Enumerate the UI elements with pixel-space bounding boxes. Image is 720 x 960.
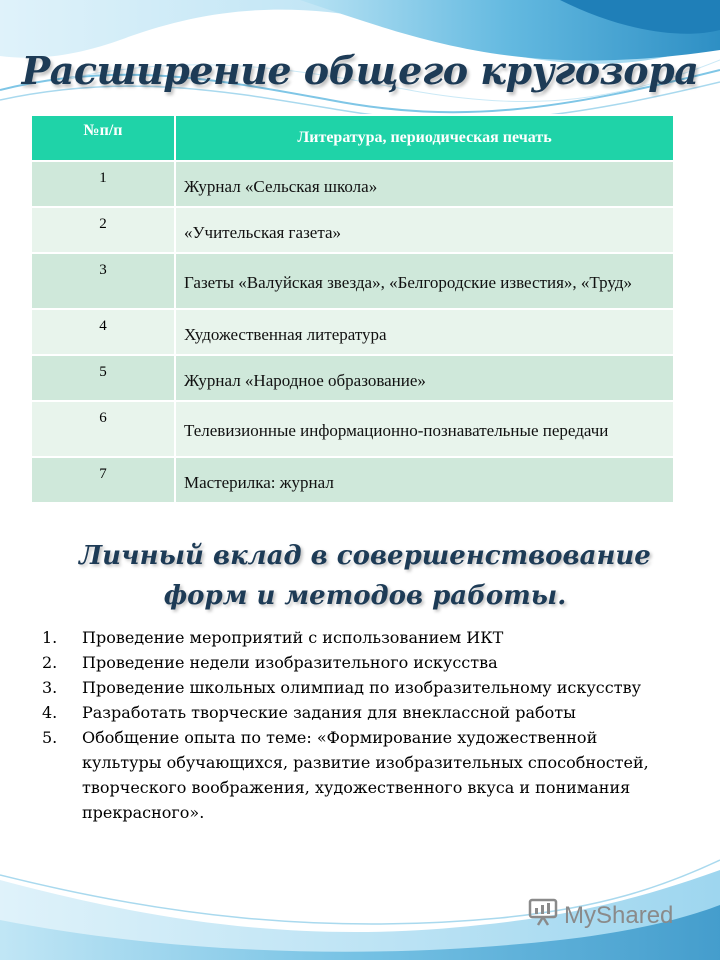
- list-item-number: 4.: [42, 703, 58, 722]
- table-row: [31, 207, 674, 253]
- myshared-logo[interactable]: [528, 898, 673, 933]
- list-item: [42, 675, 670, 700]
- table-row: [31, 401, 674, 457]
- list-item-number: 5.: [42, 728, 58, 747]
- row-text: Журнал «Сельская школа»: [175, 161, 674, 207]
- row-number: 5: [31, 355, 175, 401]
- row-number: 6: [31, 401, 175, 457]
- table-row: [31, 309, 674, 355]
- row-number: 3: [31, 253, 175, 309]
- list-item: [42, 725, 670, 825]
- header-literature: Литература, периодическая печать: [175, 115, 674, 161]
- literature-table: [30, 114, 675, 504]
- list-item-text: Проведение школьных олимпиад по изобразительному искусству: [82, 678, 641, 697]
- row-text: Журнал «Народное образование»: [175, 355, 674, 401]
- row-text: Телевизионные информационно-познавательные передачи: [175, 401, 674, 457]
- table-header-row: [31, 115, 674, 161]
- row-number: 2: [31, 207, 175, 253]
- list-item-number: 2.: [42, 653, 58, 672]
- list-item-text: Обобщение опыта по теме: «Формирование художественной культуры обучающихся, развитие изобразительных способностей, творческого воображения, художественного вкуса и понимания прекрасного».: [82, 728, 649, 822]
- list-item-text: Проведение мероприятий с использованием ИКТ: [82, 628, 504, 647]
- list-item-text: Разработать творческие задания для внеклассной работы: [82, 703, 576, 722]
- list-item: [42, 650, 670, 675]
- section-subtitle: Личный вклад в совершенствование форм и методов работы.: [79, 541, 651, 611]
- table-row: [31, 253, 674, 309]
- row-text: «Учительская газета»: [175, 207, 674, 253]
- list-item: [42, 700, 670, 725]
- row-text: Художественная литература: [175, 309, 674, 355]
- row-text: Газеты «Валуйская звезда», «Белгородские известия», «Труд»: [175, 253, 674, 309]
- contribution-list: [42, 625, 670, 825]
- presentation-icon: [528, 898, 558, 933]
- page-title: Расширение общего кругозора: [21, 48, 699, 93]
- list-item-text: Проведение недели изобразительного искусства: [82, 653, 498, 672]
- table-row: [31, 355, 674, 401]
- list-item-number: 1.: [42, 628, 58, 647]
- table-row: [31, 161, 674, 207]
- logo-text: MyShared: [564, 901, 674, 929]
- list-item: [42, 625, 670, 650]
- row-number: 7: [31, 457, 175, 503]
- row-number: 1: [31, 161, 175, 207]
- header-number: №п/п: [31, 115, 175, 161]
- list-item-number: 3.: [42, 678, 58, 697]
- row-text: Мастерилка: журнал: [175, 457, 674, 503]
- table-row: [31, 457, 674, 503]
- row-number: 4: [31, 309, 175, 355]
